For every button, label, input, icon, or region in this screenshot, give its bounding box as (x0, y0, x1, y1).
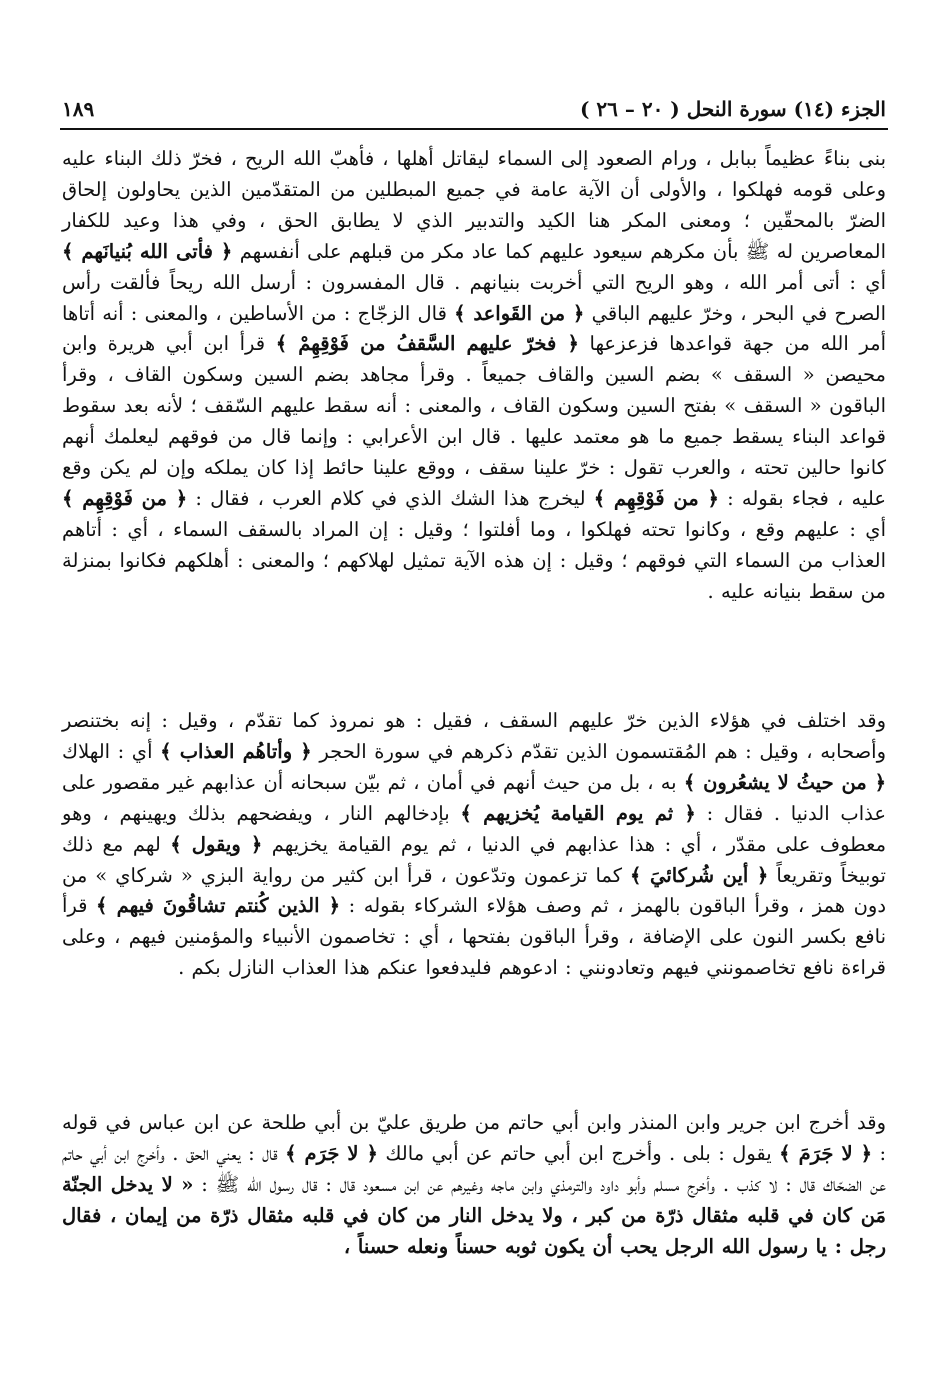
text-run: وقد اختلف في هؤلاء الذين خرّ عليهم السقف ، فقيل : هو نمروذ كما تقدّم ، وقيل : إنه بختنصر وأصحابه ، وقيل : هم المُقتسمون الذين تقدّم ذكرهم في سورة الحجر (62, 709, 886, 763)
quran-quote: ﴿ لا جَرَمَ ﴾ (779, 1141, 873, 1165)
page-header (62, 92, 886, 126)
text-run: أي : عليهم وقع ، وكانوا تحته فهلكوا ، وما أفلتوا ؛ وقيل : إن المراد بالسقف السماء ، أي : أتاهم العذاب من السماء التي فوقهم ؛ وقيل : إن هذه الآية تمثيل لهلاكهم ؛ والمعنى : أهلكهم فكانوا بمنزلة من سقط بنيانه عليه . (62, 517, 886, 603)
text-run: ليخرج هذا الشك الذي في كلام العرب ، فقال : (195, 486, 586, 510)
quran-quote: ﴿ ويقول ﴾ (170, 832, 263, 856)
text-run: قال الزجّاج : من الأساطين ، والمعنى : أنه أتاها أمر الله من جهة قواعدها فزعزعها (62, 301, 886, 356)
text-run: كما تزعمون وتدّعون ، قرأ ابن كثير من رواية البزي « شركاي » من دون همز ، وقرأ الباقون بالهمز ، ثم وصف هؤلاء الشركاء بقوله : (62, 863, 887, 918)
text-run: قال : يعني الحق . وأخرج ابن أبي حاتم عن الضحّاك قال : لا كذب . وأخرج مسلم وأبو داود والترمذي وابن ماجه وغيرهم عن ابن مسعود قال : قال رسول الله ﷺ : (62, 1141, 886, 1196)
quran-quote: ﴿ لا جَرَم ﴾ (285, 1141, 378, 1165)
quran-quote: ﴿ فأتى الله بُنيانَهم ﴾ (62, 239, 233, 263)
quran-quote: ﴿ من القَواعد ﴾ (454, 301, 585, 325)
hadith-quote: « لا يدخل الجنّة مَن كان في قلبه مثقال ذرّة من كبر ، ولا يدخل النار من كان في قلبه مثقال ذرّة من إيمان ، فقال رجل : يا رسول الله الرجل يحب أن يكون ثوبه حسناً ونعله حسناً ، (62, 1172, 886, 1258)
quran-quote: ﴿ فخرّ عليهم السَّقفُ من فَوْقِهِمْ ﴾ (275, 332, 579, 356)
text-run: به ، بل من حيث أنهم في أمان ، ثم بيّن سبحانه أن عذابهم غير مقصور على عذاب الدنيا . فقال : (62, 770, 886, 825)
text-run: قرأ نافع بكسر النون على الإضافة ، وقرأ الباقون بفتحها ، أي : تخاصمون الأنبياء والمؤمنين فيهم ، وعلى قراءة نافع تخاصمونني فيهم وتعادونني : ادعوهم فليدفعوا عنكم هذا العذاب النازل بكم . (62, 894, 886, 980)
text-run: بنى بناءً عظيماً ببابل ، ورام الصعود إلى السماء ليقاتل أهلها ، فأهبّ الله الريح ، فخرّ ذلك البناء عليه وعلى قومه فهلكوا ، والأولى أن الآية عامة في جميع المبطلين من المتقدّمين الذين يحاولون إلحاق الضرّ بالمحقّين ؛ ومعنى المكر هنا الكيد والتدبير الذي لا يطابق الحق ، وفي هذا وعيد للكفار المعاصرين له ﷺ بأن مكرهم سيعود عليهم كما عاد مكر من قبلهم على أنفسهم (62, 147, 887, 263)
running-title: الجزء (١٤) سورة النحل ( ٢٠ – ٢٦ ) (579, 97, 886, 121)
text-run: بإدخالهم النار ، ويفضحهم بذلك ويهينهم ، وهو معطوف على مقدّر ، أي : هذا عذابهم في الدنيا ، ثم يوم القيامة يخزيهم (62, 801, 887, 856)
text-run: قرأ ابن أبي هريرة وابن محيصن « السقف » بضم السين والقاف جميعاً . وقرأ مجاهد بضم السين وسكون القاف ، وقرأ الباقون « السقف » بفتح السين وسكون القاف ، والمعنى : أنه سقط عليهم السّقف ؛ لأنه بعد سقوط قواعد البناء يسقط جميع ما هو معتمد عليها . قال ابن الأعرابي : وإنما قال من فوقهم ليعلمك أنهم كانوا حالين تحته ، والعرب تقول : خرّ علينا سقف ، ووقع علينا حائط إذا كان يملكه وإن لم يكن وقع عليه ، فجاء بقوله : (62, 332, 886, 510)
paragraph-2 (62, 706, 886, 984)
quran-quote: ﴿ من فَوْقِهِم ﴾ (593, 486, 719, 510)
text-run: لهم مع ذلك توبيخاً وتقريعاً (62, 832, 886, 887)
quran-quote: ﴿ وأتاهُم العذاب ﴾ (160, 739, 312, 763)
text-run: وقد أخرج ابن جرير وابن المنذر وابن أبي حاتم من طريق عليّ بن أبي طلحة عن ابن عباس في قوله : (62, 1111, 887, 1165)
page-number: ١٨٩ (62, 97, 95, 121)
text-run: يقول : بلى . وأخرج ابن أبي حاتم عن أبي مالك (385, 1141, 772, 1165)
text-run: أي : أتى أمر الله ، وهو الريح التي أخربت بنيانهم . قال المفسرون : أرسل الله ريحاً فألقت رأس الصرح في البحر ، وخرّ عليهم الباقي (62, 270, 886, 325)
paragraph-1 (62, 144, 886, 608)
paragraph-3 (62, 1108, 886, 1263)
header-rule (60, 128, 888, 130)
quran-quote: ﴿ من فَوْقِهِم ﴾ (62, 486, 188, 510)
quran-quote: ﴿ أين شُركائيَ ﴾ (630, 863, 769, 887)
quran-quote: ﴿ ثم يوم القيامة يُخزيهم ﴾ (460, 801, 696, 825)
quran-quote: ﴿ من حيثُ لا يشعُرون ﴾ (683, 770, 886, 794)
quran-quote: ﴿ الذين كُنتم تشاقُونَ فيهم ﴾ (96, 894, 341, 918)
text-run: أي : الهلاك (62, 739, 153, 763)
